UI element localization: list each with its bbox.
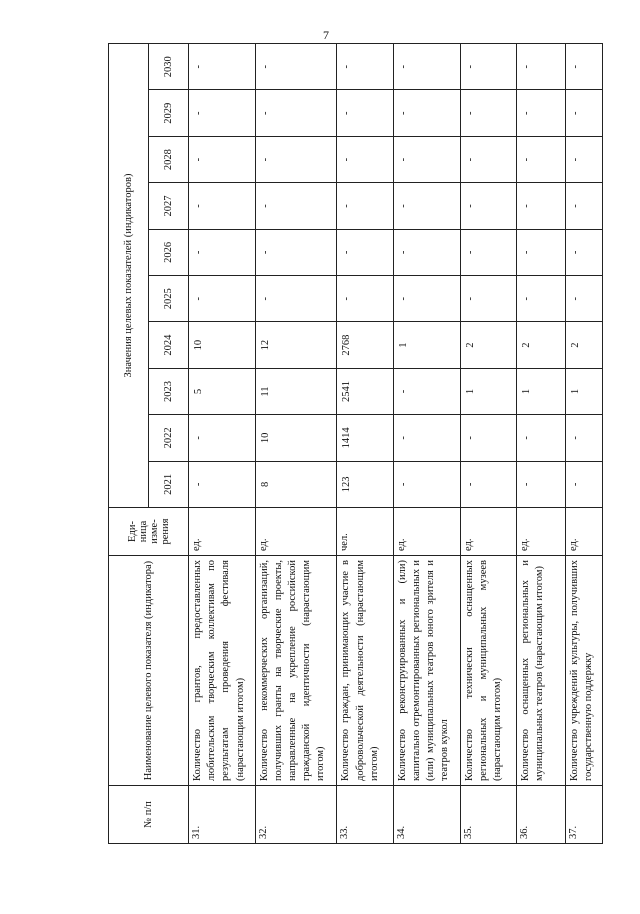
value-cell: -	[189, 461, 256, 507]
table-row	[516, 44, 566, 844]
indicator-name: Количество реконструированных и (или) капитально отремонтированных региональных и (или) муниципальных театров юного зрителя и театров кукол	[393, 556, 460, 786]
value-cell: -	[566, 276, 603, 322]
value-cell: -	[516, 415, 566, 461]
header-year: 2023	[149, 368, 189, 414]
value-cell: -	[337, 90, 393, 136]
value-cell: -	[566, 44, 603, 90]
value-cell: -	[189, 229, 256, 275]
value-cell: 1	[393, 322, 460, 368]
header-year: 2028	[149, 136, 189, 182]
table-row	[460, 44, 516, 844]
value-cell: 123	[337, 461, 393, 507]
table-row	[189, 44, 256, 844]
value-cell: 2	[460, 322, 516, 368]
header-year: 2029	[149, 90, 189, 136]
value-cell: -	[393, 276, 460, 322]
indicators-table	[108, 43, 603, 844]
row-number: 35.	[460, 786, 516, 844]
value-cell: -	[516, 136, 566, 182]
table-row	[566, 44, 603, 844]
table-row	[393, 44, 460, 844]
value-cell: -	[189, 136, 256, 182]
value-cell: -	[460, 136, 516, 182]
header-values-group: Значения целевых показателей (индикаторов)	[109, 44, 149, 508]
rotated-table-wrapper	[108, 44, 603, 839]
unit-cell: ед.	[189, 508, 256, 556]
value-cell: -	[337, 229, 393, 275]
value-cell: 1	[516, 368, 566, 414]
value-cell: -	[337, 136, 393, 182]
value-cell: 10	[189, 322, 256, 368]
value-cell: -	[189, 183, 256, 229]
value-cell: -	[460, 183, 516, 229]
value-cell: -	[255, 276, 337, 322]
value-cell: -	[189, 276, 256, 322]
value-cell: -	[189, 90, 256, 136]
value-cell: -	[189, 44, 256, 90]
value-cell: -	[566, 136, 603, 182]
unit-cell: чел.	[337, 508, 393, 556]
row-number: 33.	[337, 786, 393, 844]
unit-cell: ед.	[566, 508, 603, 556]
row-number: 36.	[516, 786, 566, 844]
header-num: № п/п	[109, 786, 189, 844]
header-year: 2026	[149, 229, 189, 275]
header-year: 2027	[149, 183, 189, 229]
unit-cell: ед.	[460, 508, 516, 556]
value-cell: -	[460, 276, 516, 322]
value-cell: 1	[460, 368, 516, 414]
indicator-name: Количество некоммерческих организаций, получивших гранты на творческие проекты, направленные на укрепление российской гражданской идентичности (нарастающим итогом)	[255, 556, 337, 786]
unit-cell: ед.	[393, 508, 460, 556]
value-cell: -	[566, 415, 603, 461]
table-row	[255, 44, 337, 844]
header-unit: Еди-ница изме-рения	[109, 508, 189, 556]
value-cell: -	[189, 415, 256, 461]
unit-cell: ед.	[255, 508, 337, 556]
value-cell: -	[566, 229, 603, 275]
row-number: 31.	[189, 786, 256, 844]
value-cell: 1	[566, 368, 603, 414]
indicator-name: Количество грантов, предоставленных любительским творческим коллективам по результатам проведения фестиваля (нарастающим итогом)	[189, 556, 256, 786]
value-cell: -	[255, 44, 337, 90]
value-cell: -	[460, 44, 516, 90]
value-cell: -	[460, 90, 516, 136]
value-cell: 2541	[337, 368, 393, 414]
value-cell: -	[393, 461, 460, 507]
value-cell: -	[460, 461, 516, 507]
value-cell: -	[516, 90, 566, 136]
indicator-name: Количество технически оснащенных региональных и муниципальных музеев (нарастающим итогом)	[460, 556, 516, 786]
value-cell: 8	[255, 461, 337, 507]
value-cell: -	[566, 183, 603, 229]
row-number: 32.	[255, 786, 337, 844]
table-body	[189, 44, 603, 844]
value-cell: 2	[516, 322, 566, 368]
value-cell: -	[255, 183, 337, 229]
value-cell: -	[337, 44, 393, 90]
header-year: 2024	[149, 322, 189, 368]
indicator-name: Количество оснащенных региональных и муниципальных театров (нарастающим итогом)	[516, 556, 566, 786]
value-cell: -	[516, 183, 566, 229]
value-cell: -	[393, 44, 460, 90]
header-year: 2030	[149, 44, 189, 90]
value-cell: -	[337, 183, 393, 229]
header-year: 2021	[149, 461, 189, 507]
value-cell: -	[393, 90, 460, 136]
value-cell: -	[393, 183, 460, 229]
value-cell: 10	[255, 415, 337, 461]
value-cell: -	[255, 136, 337, 182]
value-cell: -	[337, 276, 393, 322]
value-cell: -	[393, 415, 460, 461]
value-cell: -	[393, 368, 460, 414]
value-cell: 5	[189, 368, 256, 414]
value-cell: -	[516, 276, 566, 322]
value-cell: 1414	[337, 415, 393, 461]
value-cell: 12	[255, 322, 337, 368]
value-cell: -	[255, 90, 337, 136]
indicator-name: Количество учреждений культуры, получивших государственную поддержку	[566, 556, 603, 786]
header-name: Наименование целевого показателя (индикатора)	[109, 556, 189, 786]
row-number: 34.	[393, 786, 460, 844]
unit-cell: ед.	[516, 508, 566, 556]
value-cell: 2768	[337, 322, 393, 368]
table-row	[337, 44, 393, 844]
value-cell: -	[516, 229, 566, 275]
header-year: 2025	[149, 276, 189, 322]
value-cell: 11	[255, 368, 337, 414]
page-number: 7	[323, 28, 329, 42]
value-cell: -	[460, 415, 516, 461]
value-cell: -	[460, 229, 516, 275]
value-cell: -	[516, 44, 566, 90]
indicator-name: Количество граждан, принимающих участие в добровольческой деятельности (нарастающим итогом)	[337, 556, 393, 786]
row-number: 37.	[566, 786, 603, 844]
value-cell: -	[255, 229, 337, 275]
indicators-table-container	[108, 44, 603, 844]
value-cell: -	[393, 229, 460, 275]
value-cell: -	[516, 461, 566, 507]
value-cell: -	[393, 136, 460, 182]
value-cell: -	[566, 90, 603, 136]
value-cell: 2	[566, 322, 603, 368]
value-cell: -	[566, 461, 603, 507]
header-year: 2022	[149, 415, 189, 461]
